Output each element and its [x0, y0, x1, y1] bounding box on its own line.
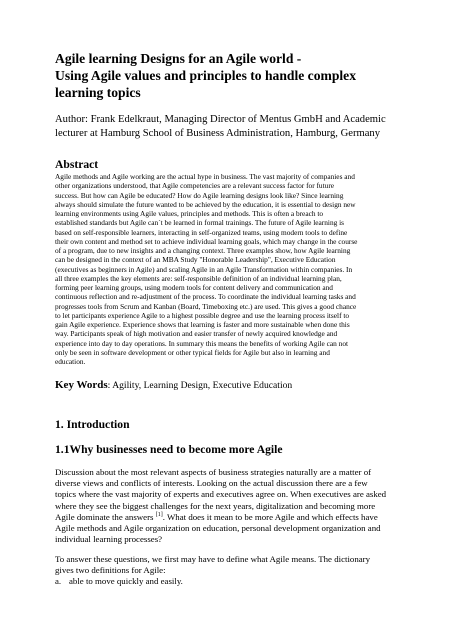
- abstract-line: (executives as beginners in Agile) and scaling Agile in an Agile Transformation within companies. In: [55, 264, 353, 274]
- abstract-line: to let participants experience Agile to a highest possible degree and use the learning process itself to: [55, 310, 350, 320]
- title-line: learning topics: [55, 85, 141, 100]
- keywords-text: : Agility, Learning Design, Executive Education: [107, 380, 293, 392]
- paragraph-line: diverse views and conflicts of interests. Looking on the actual discussion there are a few: [55, 478, 368, 489]
- section-heading-introduction: 1. Introduction: [55, 418, 130, 432]
- abstract-line: forming peer learning groups, using modern tools for content delivery and communication and: [55, 283, 333, 292]
- paragraph-line: individual learning processes?: [55, 533, 163, 544]
- abstract-line: Agile methods and Agile working are the actual hype in business. The vast majority of companies and: [55, 172, 355, 181]
- abstract-line: progresses tools from Scrum and Kanban (Board, Timeboxing etc.) are used. This gives a good chance: [55, 301, 357, 311]
- abstract-line: can be designed in the context of an MBA Study "Honorable Leadership", Executive Education: [55, 255, 336, 265]
- paragraph-line: topics where the vast majority of experts and executives agree on. When executives are asked: [55, 489, 387, 500]
- list-item-text: able to move quickly and easily.: [69, 576, 183, 587]
- abstract-line: always should simulate the future wanted to be achieved by the education, it is essential to design new: [55, 199, 356, 209]
- keywords: [55, 379, 405, 392]
- keywords-label: Key Words: [55, 379, 108, 392]
- subsection-heading: 1.1Why businesses need to become more Agile: [55, 443, 283, 457]
- abstract-line: success. But how can Agile be educated? How do Agile learning designs look like? Since learning: [55, 190, 344, 200]
- abstract-line: learning environments using Agile values, principles and methods. This is often a breach to: [55, 209, 324, 218]
- paragraph-line: where they see the biggest challenges for the next years, digitalization and becoming more: [55, 500, 376, 511]
- author-line: [55, 113, 405, 140]
- abstract-line: their own content and method set to achieve individual learning goals, which may change in the course: [55, 236, 358, 246]
- title-line: Agile learning Designs for an Agile world -: [55, 51, 302, 66]
- abstract-line: gain Agile experience. Experience shows that learning is faster and more sustainable when done this: [55, 320, 350, 329]
- paragraph: [55, 554, 405, 576]
- abstract-line: of a program, due to new insights and a changing context. Three examples show, how Agile learning: [55, 246, 351, 255]
- paper-title: [55, 50, 405, 101]
- abstract-line: based on self-responsible learners, interacting in self-organized teams, using modern tools to define: [55, 227, 348, 237]
- paragraph-text: Agile dominate the answers: [55, 511, 156, 522]
- abstract-line: continuous reflection and re-adjustment of the process. To coordinate the individual learning tasks and: [55, 292, 356, 302]
- abstract-line: established standards but Agile can´t be learned in formal trainings. The future of Agile learning is: [55, 218, 345, 228]
- citation-ref[interactable]: [1]: [155, 511, 163, 518]
- abstract-line: only be seen in software development or other typical fields for Agile but also in learning and: [55, 347, 330, 357]
- paragraph-line: Discussion about the most relevant aspects of business strategies naturally are a matter of: [55, 467, 372, 478]
- paragraph-line: [55, 512, 405, 523]
- paragraph-line: To answer these questions, we first may have to define what Agile means. The dictionary: [55, 553, 371, 564]
- abstract-body: [55, 172, 405, 366]
- abstract-heading: Abstract: [55, 158, 99, 171]
- list-marker: a.: [55, 576, 62, 587]
- author-text: Author: Frank Edelkraut, Managing Director of Mentus GmbH and Academic: [55, 114, 386, 125]
- abstract-line: other organizations understood, that Agile competencies are a relevant success factor for future: [55, 181, 335, 191]
- abstract-line: experience into day to day operations. In summary this means the benefits of working Agile can not: [55, 338, 349, 348]
- paragraph-line: gives two definitions for Agile:: [55, 565, 166, 575]
- title-line: Using Agile values and principles to handle complex: [55, 68, 356, 83]
- abstract-line: all three examples the key elements are: self-responsible definition of an individual learning plan,: [55, 273, 342, 283]
- paragraph: [55, 467, 405, 545]
- author-text: lecturer at Hamburg School of Business Administration, Hamburg, Germany: [55, 127, 381, 139]
- paragraph-line: Agile methods and Agile organization on education, personal development organization and: [55, 522, 381, 533]
- list-item: [55, 576, 405, 587]
- abstract-line: education.: [55, 357, 86, 366]
- paragraph-text: . What does it mean to be more Agile and which effects have: [162, 511, 378, 522]
- abstract-line: way. Participants speak of high motivation and easier transfer of newly acquired knowledge and: [55, 329, 338, 339]
